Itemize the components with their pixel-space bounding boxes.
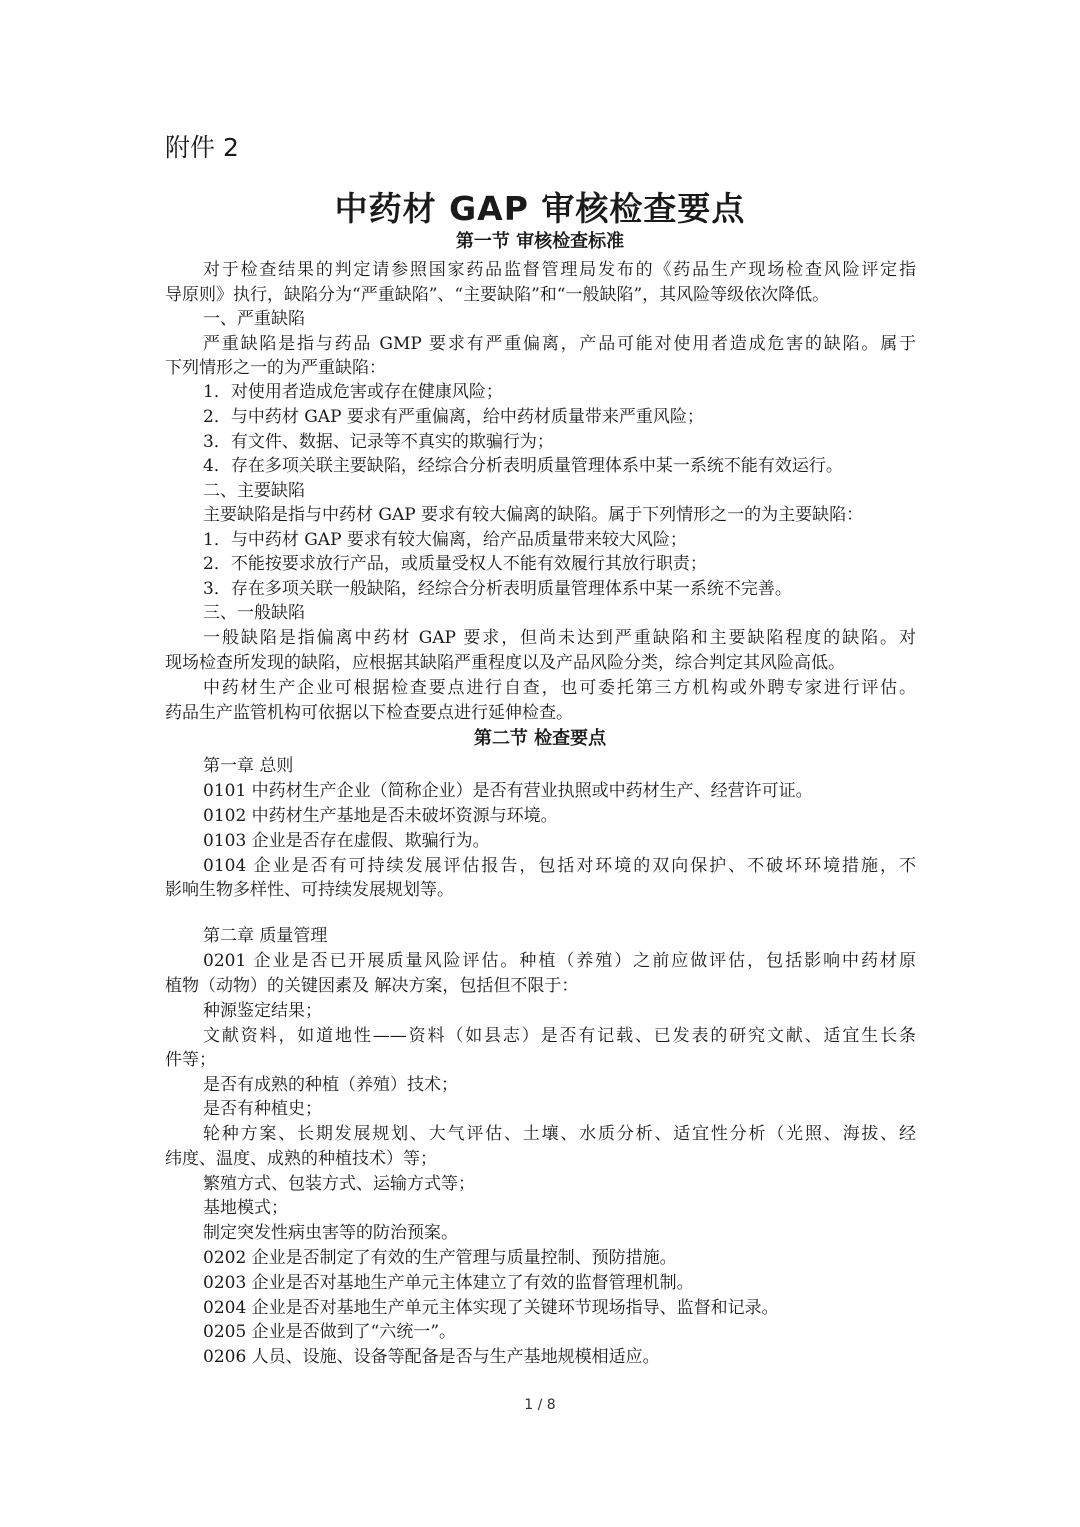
- section2-heading: 第二节 检查要点: [473, 728, 607, 749]
- sub-item-breeding: 繁殖方式、包装方式、运输方式等；: [203, 1174, 475, 1194]
- heading-major: 二、主要缺陷: [203, 481, 305, 501]
- page-number: 1 / 8: [524, 1397, 556, 1413]
- list-item: 3．存在多项关联一般缺陷，经综合分析表明质量管理体系中某一系统不完善。: [203, 579, 792, 599]
- checkpoint-item: 0203 企业是否对基地生产单元主体建立了有效的监督管理机制。: [203, 1273, 694, 1293]
- list-item: 2．与中药材 GAP 要求有严重偏离，给中药材质量带来严重风险；: [203, 407, 704, 427]
- list-item: 3．有文件、数据、记录等不真实的欺骗行为；: [203, 432, 554, 452]
- sub-item-technology: 是否有成熟的种植（养殖）技术；: [203, 1075, 458, 1095]
- checkpoint-item: 0101 中药材生产企业（简称企业）是否有营业执照或中药材生产、经营许可证。: [203, 781, 813, 801]
- heading-severe: 一、严重缺陷: [203, 309, 305, 329]
- chapter1-title: 第一章 总则: [203, 756, 294, 776]
- checkpoint-0201-line-1: 0201 企业是否已开展质量风险评估。种植（养殖）之前应做评估，包括影响中药材原: [203, 951, 916, 971]
- checkpoint-item: 0204 企业是否对基地生产单元主体实现了关键环节现场指导、监督和记录。: [203, 1298, 779, 1318]
- document-title: 中药材 GAP 审核检查要点: [334, 189, 746, 228]
- list-item: 1．与中药材 GAP 要求有较大偏离，给产品质量带来较大风险；: [203, 530, 687, 550]
- major-definition: 主要缺陷是指与中药材 GAP 要求有较大偏离的缺陷。属于下列情形之一的为主要缺陷：: [203, 505, 864, 525]
- checkpoint-0104-line-2: 影响生物多样性、可持续发展规划等。: [165, 880, 454, 900]
- intro-line-1: 对于检查结果的判定请参照国家药品监督管理局发布的《药品生产现场检查风险评定指: [203, 260, 916, 280]
- list-item: 2．不能按要求放行产品，或质量受权人不能有效履行其放行职责；: [203, 554, 707, 574]
- general-definition-2: 现场检查所发现的缺陷，应根据其缺陷严重程度以及产品风险分类，综合判定其风险高低。: [165, 653, 845, 673]
- sub-item-rotation-1: 轮种方案、长期发展规划、大气评估、土壤、水质分析、适宜性分析（光照、海拔、经: [203, 1124, 916, 1144]
- sub-item-rotation-2: 纬度、温度、成熟的种植技术）等；: [165, 1149, 437, 1169]
- severe-definition-1: 严重缺陷是指与药品 GMP 要求有严重偏离，产品可能对使用者造成危害的缺陷。属于: [203, 334, 916, 354]
- checkpoint-0104-line-1: 0104 企业是否有可持续发展评估报告，包括对环境的双向保护、不破坏环境措施，不: [203, 856, 916, 876]
- section1-heading: 第一节 审核检查标准: [455, 231, 625, 252]
- sub-item-literature-2: 件等；: [165, 1050, 216, 1070]
- general-definition-1: 一般缺陷是指偏离中药材 GAP 要求，但尚未达到严重缺陷和主要缺陷程度的缺陷。对: [203, 628, 916, 648]
- checkpoint-0201-line-2: 植物（动物）的关键因素及 解决方案，包括但不限于：: [165, 976, 579, 996]
- checkpoint-item: 0206 人员、设施、设备等配备是否与生产基地规模相适应。: [203, 1347, 660, 1367]
- selfcheck-line-2: 药品生产监管机构可依据以下检查要点进行延伸检查。: [165, 703, 573, 723]
- intro-line-2: 导原则》执行，缺陷分为“严重缺陷”、“主要缺陷”和“一般缺陷”，其风险等级依次降低。: [165, 285, 830, 305]
- sub-item-history: 是否有种植史；: [203, 1099, 322, 1119]
- list-item: 4．存在多项关联主要缺陷，经综合分析表明质量管理体系中某一系统不能有效运行。: [203, 456, 843, 476]
- sub-item-seed: 种源鉴定结果；: [203, 1001, 322, 1021]
- checkpoint-item: 0102 中药材生产基地是否未破坏资源与环境。: [203, 806, 558, 826]
- chapter2-title: 第二章 质量管理: [203, 926, 328, 946]
- severe-definition-2: 下列情形之一的为严重缺陷：: [165, 358, 386, 378]
- list-item: 1．对使用者造成危害或存在健康风险；: [203, 382, 503, 402]
- heading-general: 三、一般缺陷: [203, 603, 305, 623]
- attachment-label: 附件 2: [165, 133, 239, 162]
- sub-item-base-mode: 基地模式；: [203, 1198, 288, 1218]
- selfcheck-line-1: 中药材生产企业可根据检查要点进行自查，也可委托第三方机构或外聘专家进行评估。: [203, 678, 916, 698]
- checkpoint-item: 0202 企业是否制定了有效的生产管理与质量控制、预防措施。: [203, 1248, 677, 1268]
- sub-item-literature-1: 文献资料，如道地性——资料（如县志）是否有记载、已发表的研究文献、适宜生长条: [203, 1026, 916, 1046]
- checkpoint-item: 0103 企业是否存在虚假、欺骗行为。: [203, 831, 490, 851]
- checkpoint-item: 0205 企业是否做到了“六统一”。: [203, 1322, 457, 1342]
- sub-item-prevention-plan: 制定突发性病虫害等的防治预案。: [203, 1223, 458, 1243]
